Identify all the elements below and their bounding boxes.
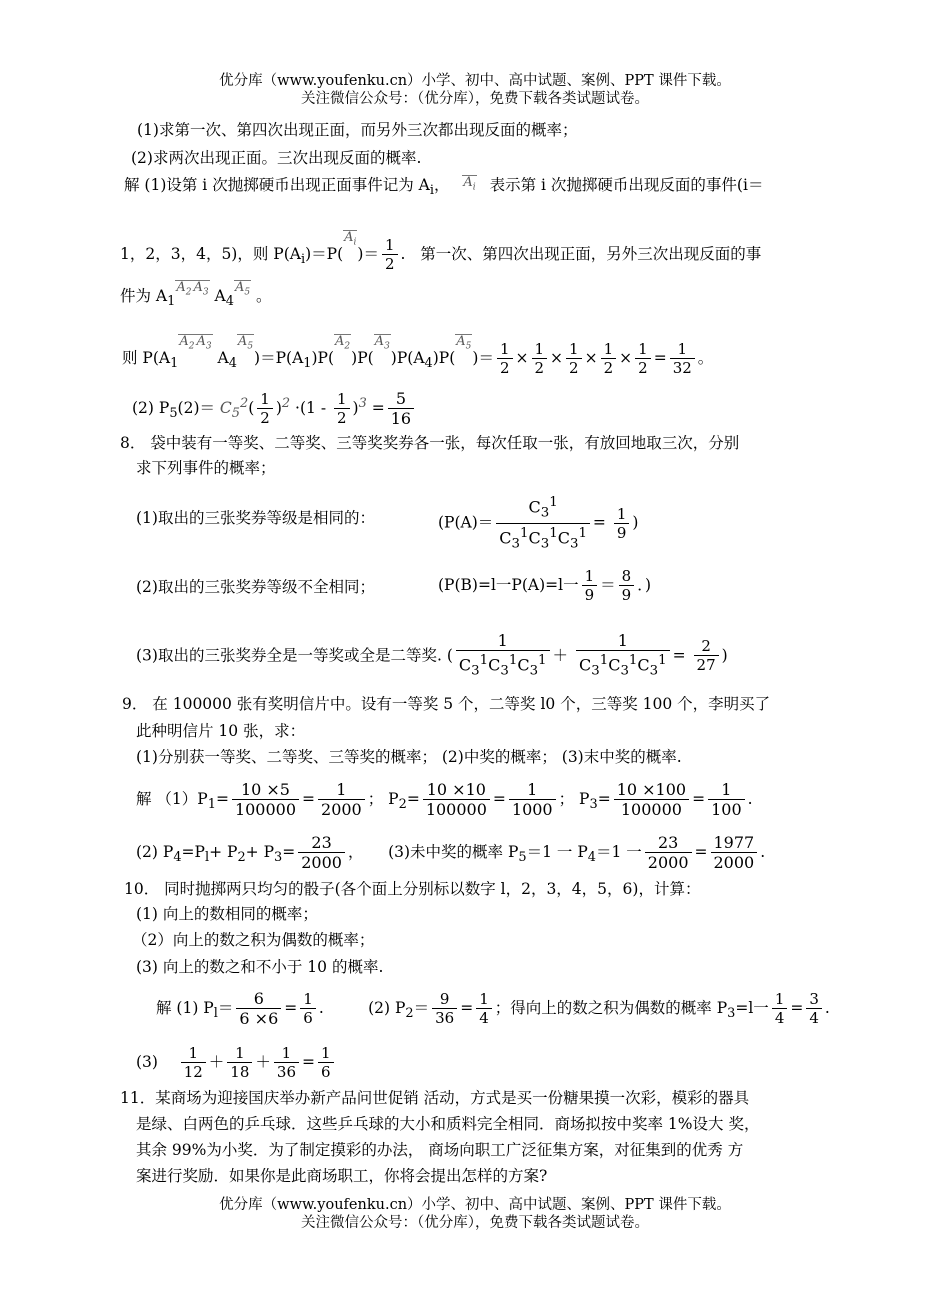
p9-solution-1: 解 $(1)P_1=$ $\frac{10 \times 5}{100000}$ = $\frac{1}{2000}$ ； $P_2=$ $\frac{10 \times 10}{100000}$ = $\frac{1}{1000}$ ； $P_3=$ $\frac{10 \times 100}{100000}$ = $\frac{1}{100}$ . — [136, 780, 753, 819]
header-line-2: 关注微信公众号：（优分库），免费下载各类试题试卷。 — [301, 91, 649, 107]
header-line-1: 优分库（www.youfenku.cn）小学、初中、高中试题、案例、PPT 课件下载。 — [219, 73, 731, 89]
p7-solution-line3: 件为 $A_1A_2$ $A_3$ $A_4A_5$ 。 — [120, 280, 272, 310]
p9-question-2: 此种明信片 10 张，求： — [136, 722, 306, 740]
p10-solution-3: (3) $\frac{1}{12}$ ＋ $\frac{1}{18}$ ＋ $\frac{1}{36}$ = $\frac{1}{6}$ — [136, 1044, 337, 1082]
p10-part-b: （2）向上的数之积为偶数的概率； — [132, 931, 375, 949]
p9-question: 9． 在 100000 张有奖明信片中。设有一等奖 5 个，二等奖 l0 个，三等奖 100 个，李明买了 — [122, 695, 771, 713]
p7-part2-line: (2) $P_5(2)= C_5^2$( $\frac{1}{2}$ )$^2$ ·(1 - $\frac{1}{2}$ )$^3$ = $\frac{5}{16}$ — [132, 390, 417, 428]
p8-question-2: 求下列事件的概率； — [136, 459, 276, 477]
p8-question: 8． 袋中装有一等奖、二等奖、三等奖奖券各一张，每次任取一张，有放回地取三次，分别 — [120, 434, 740, 452]
p7-q1: (1)求第一次、第四次出现正面，而另外三次都出现反面的概率； — [137, 121, 578, 139]
footer-line-2: 关注微信公众号：（优分库），免费下载各类试题试卷。 — [301, 1215, 649, 1231]
p9-question-3: (1)分别获一等奖、二等奖、三等奖的概率； (2)中奖的概率； (3)末中奖的概率. — [136, 748, 682, 766]
p8-sub2: (2)取出的三张奖券等级不全相同； — [136, 578, 375, 596]
p7-solution-line2: 1，2，3，4，5)，则 $P(A_i)=P(A_i)=$ $\frac{1}{2}$ . 第一次、第四次出现正面，另外三次出现反面的事 — [120, 230, 762, 273]
p11-line-4: 案进行奖励．如果你是此商场职工，你将会提出怎样的方案? — [136, 1167, 548, 1185]
p11-line-3: 其余 99%为小奖．为了制定摸彩的办法， 商场向职工广泛征集方案，对征集到的优秀 方 — [136, 1141, 744, 1159]
p7-solution-line1: 解 (1)设第 i 次抛掷硬币出现正面事件记为 $A_i$， $A_i$ 表示第 i 次抛掷硬币出现反面的事件(i＝ — [124, 175, 764, 199]
p8-sub2-answer: (P(B)=l一P(A)=l一 $\frac{1}{9}$ ＝ $\frac{8}{9}$ ．) — [438, 567, 651, 604]
p9-solution-2: (2) $P_4=P_l+ P_2+ P_3=$ $\frac{23}{2000}$ ， (3)未中奖的概率 $P_5=1$ 一 $P_4=1$ 一 $\frac{23}{2000}$ = $\frac{1977}{2000}$ . — [136, 833, 766, 872]
p11-line-2: 是绿、白两色的乒乓球．这些乒乓球的大小和质料完全相同．商场拟按中奖率 1%设大 奖， — [136, 1115, 760, 1133]
p8-sub3: (3)取出的三张奖券全是一等奖或全是二等奖. ( $\frac{1}{C_3^1C_3^1C_3^1}$ ＋ $\frac{1}{C_3^1C_3^1C_3^1}$ = $\frac{2}{27}$ ) — [136, 631, 728, 679]
p8-sub1-answer: (P(A)＝ $\frac{C_3^1}{C_3^1C_3^1C_3^1}$ = $\frac{1}{9}$ ) — [438, 495, 639, 552]
p7-q2: (2)求两次出现正面。三次出现反面的概率. — [131, 149, 422, 167]
p10-part-c: (3) 向上的数之和不小于 10 的概率. — [136, 958, 384, 976]
p10-question: 10． 同时抛掷两只均匀的骰子(各个面上分别标以数字 l，2，3，4，5，6)，计算： — [124, 880, 701, 898]
half-fraction: $\frac{1}{2}$ — [382, 236, 398, 274]
p8-sub1: (1)取出的三张奖券等级是相同的： — [136, 509, 375, 527]
p11-line-1: 11．某商场为迎接国庆举办新产品问世促销 活动，方式是买一份糖果摸一次彩，模彩的器具 — [120, 1089, 750, 1107]
p10-solution-1: 解 (1) $P_l=$ $\frac{6}{6 \times 6}$ = $\frac{1}{6}$ . (2) $P_2=$ $\frac{9}{36}$ = $\frac{1}{4}$ ；得向上的数之积为偶数的概率 $P_3=l$一 $\frac{1}{4}$ = $\frac{3}{4}$ . — [156, 989, 830, 1028]
p7-then-line: 则 $P(A_1A_2$ $A_3$ $A_4A_5)=P(A_1)P(A_2)P(A_3)P(A_4)P(A_5)=$ $\frac{1}{2}$ × $\frac{1}{2}$ × $\frac{1}{2}$ × $\frac{1}{2}$ × $\frac{1}{2}$ = $\frac{1}{32}$ 。 — [122, 334, 714, 377]
p10-part-a: (1) 向上的数相同的概率； — [136, 905, 318, 923]
footer-line-1: 优分库（www.youfenku.cn）小学、初中、高中试题、案例、PPT 课件下载。 — [219, 1197, 731, 1213]
